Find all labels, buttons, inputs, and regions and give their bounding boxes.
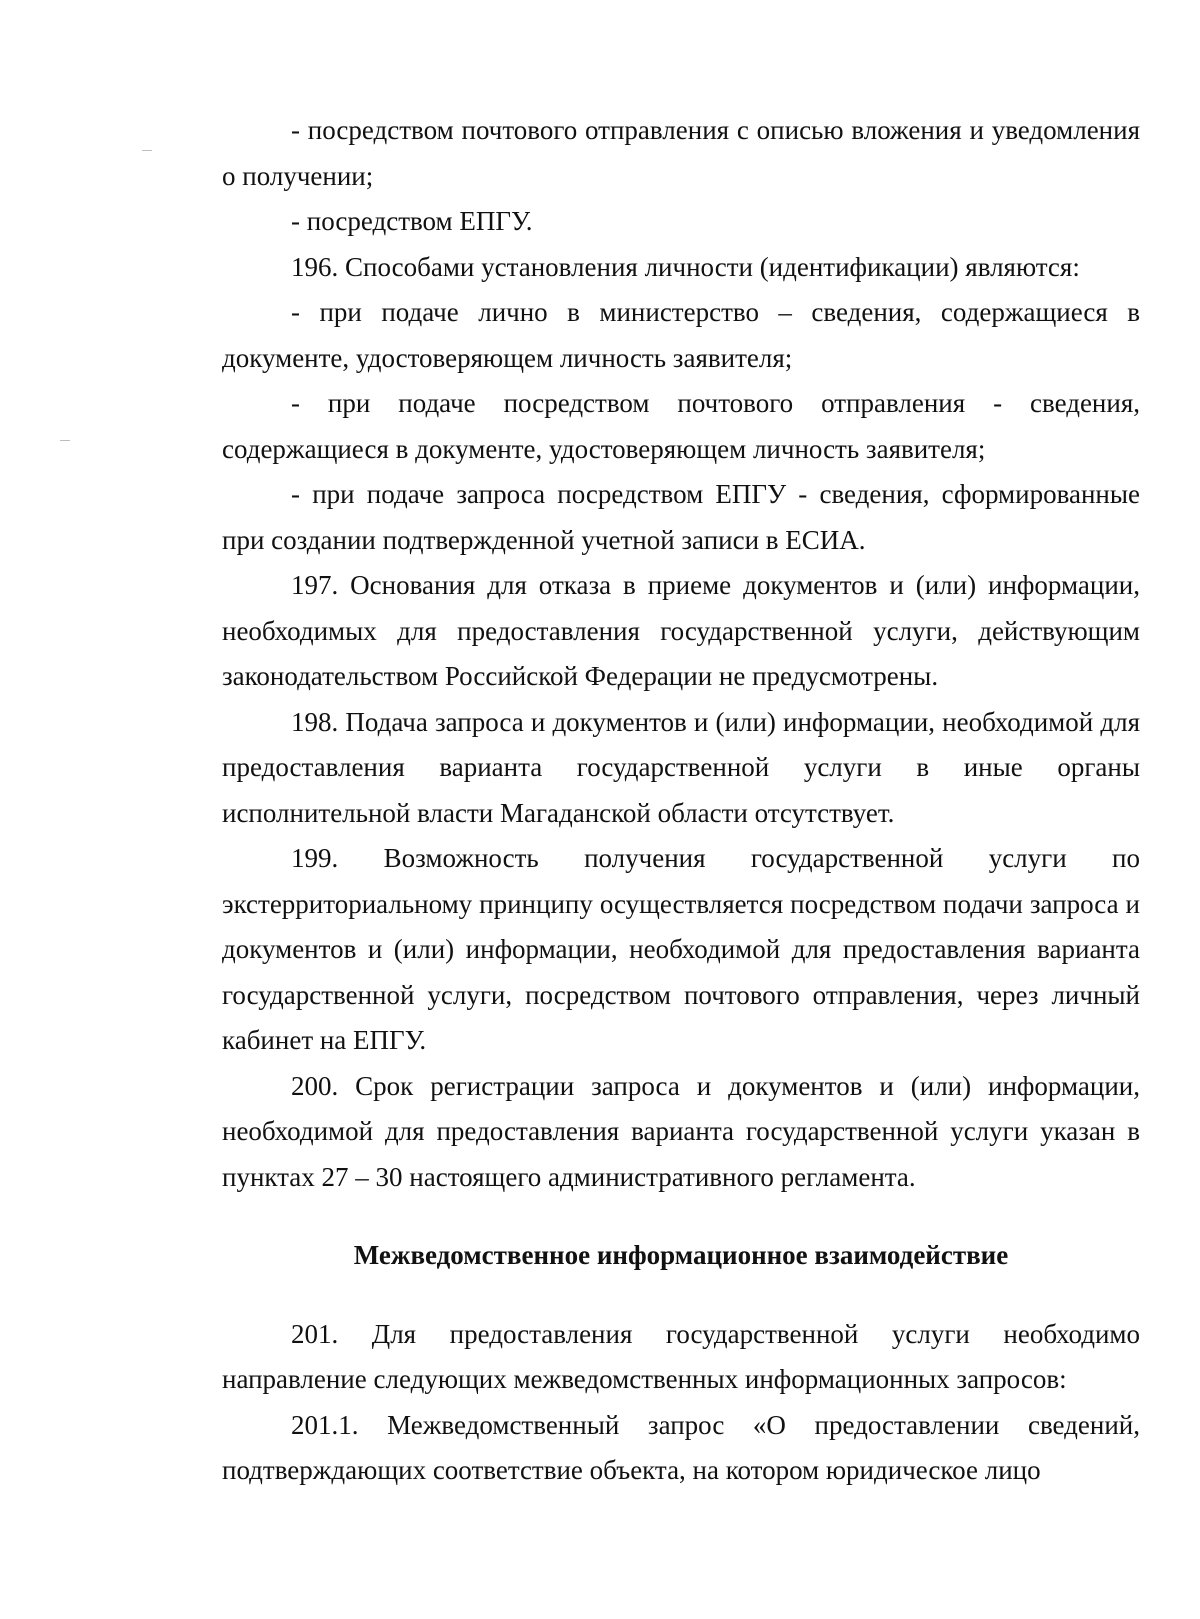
document-body (222, 108, 1140, 1494)
paragraph-196-postal: - при подаче посредством почтового отправления - сведения, содержащиеся в документе, удостоверяющем личность заявителя; (222, 388, 1140, 464)
paragraph-epgu-option: - посредством ЕПГУ. (291, 206, 533, 236)
scan-artifact (60, 440, 70, 441)
paragraph-201: 201. Для предоставления государственной услуги необходимо направление следующих межведомственных информационных запросов: (222, 1318, 1140, 1394)
paragraph-196: 196. Способами установления личности (идентификации) являются: (291, 251, 1080, 282)
paragraph-postal-option: - посредством почтового отправления с описью вложения и уведомления о получении; (222, 115, 1140, 191)
scan-artifact (142, 150, 152, 151)
paragraph-199: 199. Возможность получения государственной услуги по экстерриториальному принципу осуществляется посредством подачи запроса и документов и (или) информации, необходимой для предоставления варианта государственной услуги, посредством почтового отправления, через личный кабинет на ЕПГУ. (222, 843, 1140, 1055)
paragraph-196-in-person: - при подаче лично в министерство – сведения, содержащиеся в документе, удостоверяющем личность заявителя; (222, 297, 1140, 373)
paragraph-200: 200. Срок регистрации запроса и документов и (или) информации, необходимой для предоставления варианта государственной услуги указан в пунктах 27 – 30 настоящего административного регламента. (222, 1070, 1140, 1192)
paragraph-201-1: 201.1. Межведомственный запрос «О предоставлении сведений, подтверждающих соответствие объекта, на котором юридическое лицо (222, 1409, 1140, 1485)
paragraph-198: 198. Подача запроса и документов и (или) информации, необходимой для предоставления варианта государственной услуги в иные органы исполнительной власти Магаданской области отсутствует. (222, 706, 1140, 828)
paragraph-196-epgu: - при подаче запроса посредством ЕПГУ - сведения, сформированные при создании подтвержденной учетной записи в ЕСИА. (222, 479, 1140, 555)
section-heading: Межведомственное информационное взаимодействие (353, 1240, 1009, 1270)
paragraph-197: 197. Основания для отказа в приеме документов и (или) информации, необходимых для предоставления государственной услуги, действующим законодательством Российской Федерации не предусмотрены. (222, 570, 1140, 691)
